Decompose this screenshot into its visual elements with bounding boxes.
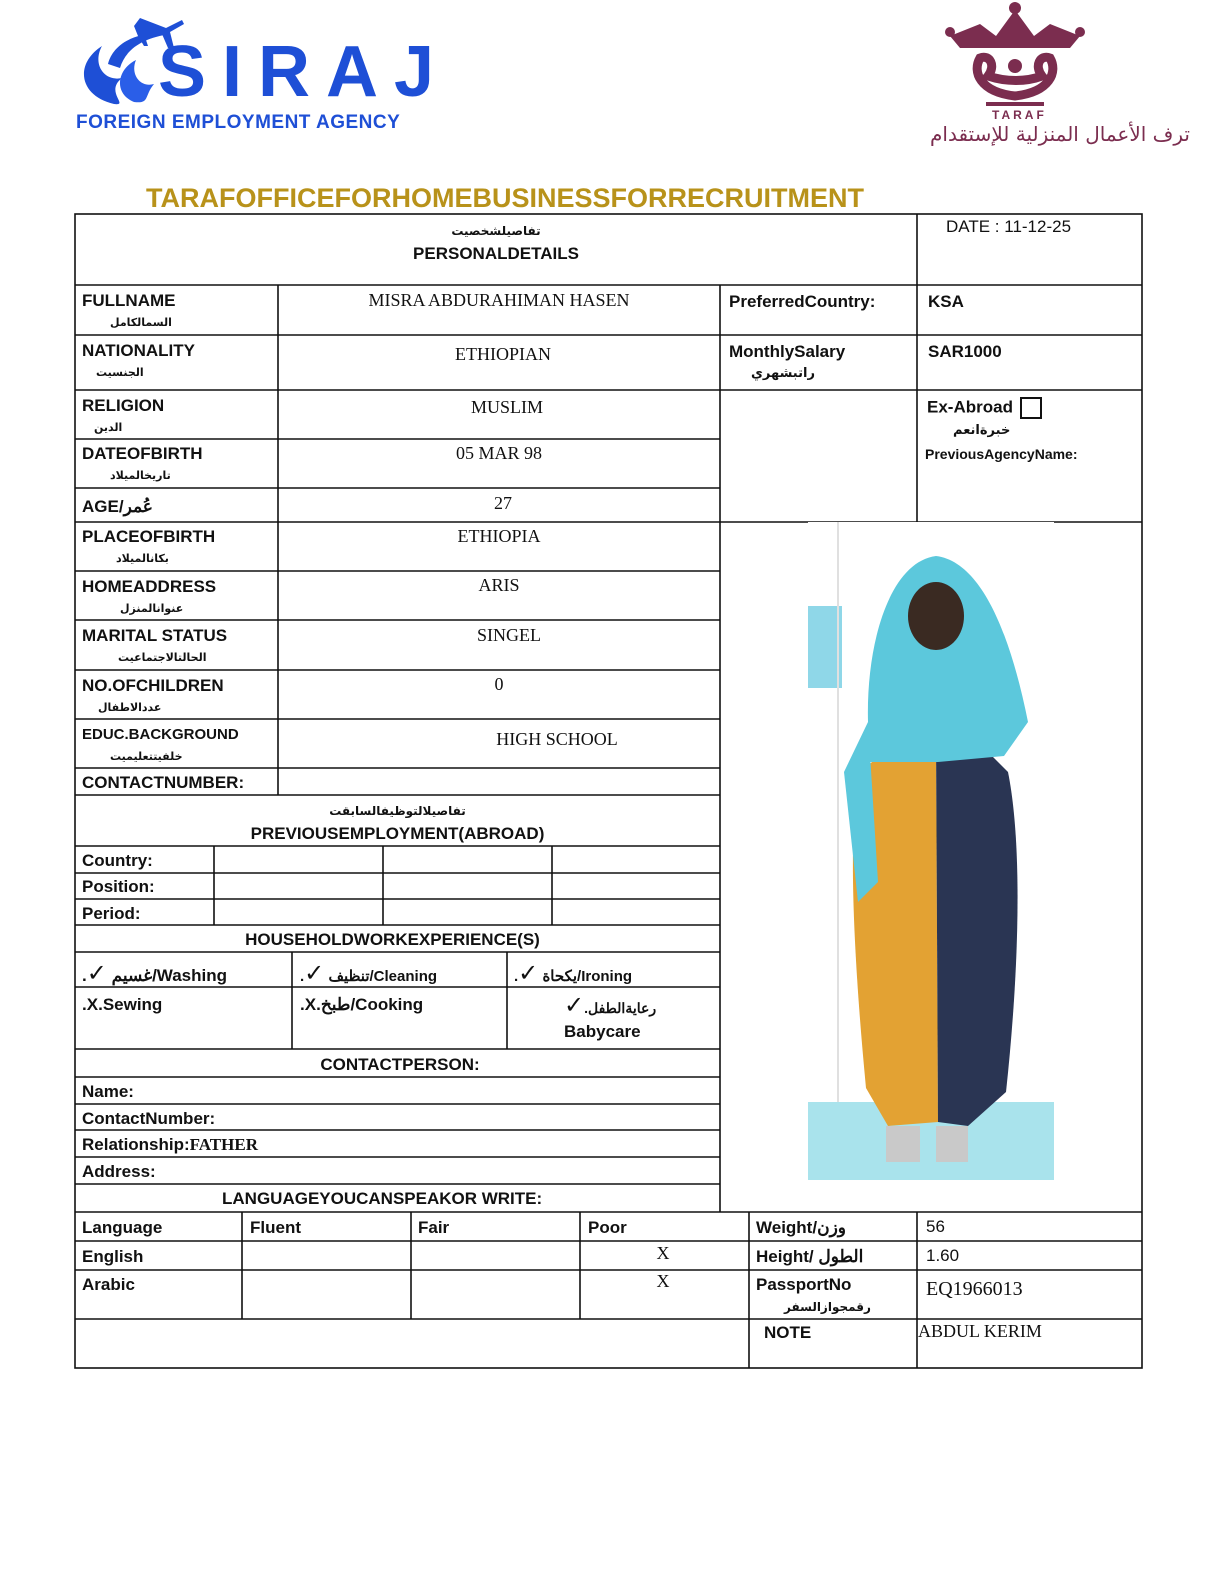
field-label-children: NO.OFCHILDREN عددالاطفال <box>82 676 224 714</box>
salary-value: SAR1000 <box>928 342 1002 361</box>
skill-cooking: .X.طبخ/Cooking <box>300 995 424 1014</box>
weight-value: 56 <box>926 1217 945 1236</box>
personal-details-title <box>75 222 917 264</box>
preferred-country-value: KSA <box>928 292 964 311</box>
lang-header-fair: Fair <box>418 1218 450 1237</box>
siraj-name: SIRAJ <box>158 32 451 112</box>
contact-address-label: Address: <box>82 1162 156 1181</box>
applicant-photo <box>808 522 1054 1180</box>
weight-label: Weight/وزن <box>756 1218 846 1237</box>
check-icon: ✓ <box>564 991 585 1019</box>
contact-person-title: CONTACTPERSON: <box>320 1055 480 1074</box>
preferred-country-label: PreferredCountry: <box>729 292 876 311</box>
employment-position-label: Position: <box>82 877 155 896</box>
lang-english-poor: X <box>656 1243 670 1263</box>
skill-babycare-en: Babycare <box>564 1022 641 1041</box>
field-label-age: AGE/عُمر <box>82 497 153 516</box>
note-label: NOTE <box>764 1323 812 1342</box>
cross-mark: X <box>86 995 99 1014</box>
field-value-marital-status: SINGEL <box>477 625 541 645</box>
lang-header-fluent: Fluent <box>250 1218 301 1237</box>
previous-agency-label: PreviousAgencyName: <box>925 446 1078 462</box>
ex-abroad <box>927 397 1042 441</box>
office-title: TARAFOFFICEFORHOMEBUSINESSFORRECRUITMENT <box>146 183 864 213</box>
lang-header-poor: Poor <box>588 1218 627 1237</box>
taraf-name: TARAF <box>992 108 1047 122</box>
field-value-dob: 05 MAR 98 <box>455 443 542 463</box>
lang-arabic-poor: X <box>656 1271 670 1291</box>
cross-mark: X <box>304 995 317 1014</box>
contact-number-label: ContactNumber: <box>82 1109 216 1128</box>
note-value: ABDUL KERIM <box>918 1321 1042 1341</box>
field-label-fullname: FULLNAME السمالكامل <box>82 291 176 329</box>
skill-sewing: .X.Sewing <box>82 995 163 1014</box>
field-label-religion: RELIGION الدين <box>82 396 165 434</box>
employment-period-label: Period: <box>82 904 141 923</box>
field-value-children: 0 <box>494 674 504 694</box>
form-date: DATE : 11-12-25 <box>946 217 1072 236</box>
field-label-nationality: NATIONALITY الجنسيت <box>82 341 196 379</box>
field-value-fullname: MISRA ABDURAHIMAN HASEN <box>368 290 630 310</box>
lang-header-language: Language <box>82 1218 163 1237</box>
passport-label: PassportNo رقمجوازالسفر <box>756 1275 871 1314</box>
check-icon: ✓ <box>518 959 539 987</box>
skill-washing: .✓ غسيم/Washing <box>82 959 228 987</box>
languages-title: LANGUAGEYOUCANSPEAKOR WRITE: <box>222 1189 543 1208</box>
field-value-age: 27 <box>494 493 512 513</box>
salary-label: MonthlySalary راتبشهري <box>729 342 846 381</box>
field-label-place-of-birth: PLACEOFBIRTH بكانالميلاد <box>82 527 216 565</box>
field-value-religion: MUSLIM <box>470 397 543 417</box>
skill-ironing: .✓ يكحاة/Ironing <box>514 959 633 987</box>
height-label: Height/ الطول <box>756 1247 864 1266</box>
contact-name-label: Name: <box>82 1082 134 1101</box>
field-label-home-address: HOMEADDRESS عنوانالمنزل <box>82 577 217 615</box>
household-title: HOUSEHOLDWORKEXPERIENCE(S) <box>245 930 540 949</box>
previous-employment-title-ar: تفاصيلالتوظيفالسابقت <box>329 804 466 818</box>
skill-cleaning: .✓ تنظيف/Cleaning <box>300 959 438 987</box>
previous-employment-title <box>75 802 720 844</box>
ex-abroad-label: Ex-Abroad <box>927 397 1013 417</box>
field-label-dob: DATEOFBIRTH تاريخالميلاد <box>82 444 203 482</box>
field-label-education: EDUC.BACKGROUND خلفيتتعليميت <box>82 726 239 763</box>
taraf-arabic-name: ترف الأعمال المنزلية للإستقدام <box>930 122 1190 146</box>
personal-details-title-ar: تفاصيلشخصيت <box>451 224 541 238</box>
field-value-home-address: ARIS <box>478 575 520 595</box>
field-label-marital-status: MARITAL STATUS الحالتالاجتماعيت <box>82 626 228 664</box>
skill-babycare: ✓.رعايةالطفل <box>564 991 657 1019</box>
personal-details-title-en: PERSONALDETAILS <box>413 244 579 263</box>
passport-value: EQ1966013 <box>926 1278 1023 1300</box>
field-value-education: HIGH SCHOOL <box>496 729 618 749</box>
ex-abroad-checkbox[interactable] <box>1020 397 1042 419</box>
employment-country-label: Country: <box>82 851 153 870</box>
check-icon: ✓ <box>304 959 325 987</box>
field-label-contact-number: CONTACTNUMBER: <box>82 773 245 792</box>
lang-arabic: Arabic <box>82 1275 135 1294</box>
lang-english: English <box>82 1247 144 1266</box>
field-value-place-of-birth: ETHIOPIA <box>457 526 541 546</box>
siraj-tagline: FOREIGN EMPLOYMENT AGENCY <box>76 112 401 133</box>
contact-relationship: Relationship:FATHER <box>82 1135 258 1154</box>
ex-abroad-ar: خبرةانعم <box>953 423 1011 438</box>
field-value-nationality: ETHIOPIAN <box>455 344 551 364</box>
height-value: 1.60 <box>926 1246 960 1265</box>
check-icon: ✓ <box>86 959 107 987</box>
previous-employment-title-en: PREVIOUSEMPLOYMENT(ABROAD) <box>250 824 545 843</box>
